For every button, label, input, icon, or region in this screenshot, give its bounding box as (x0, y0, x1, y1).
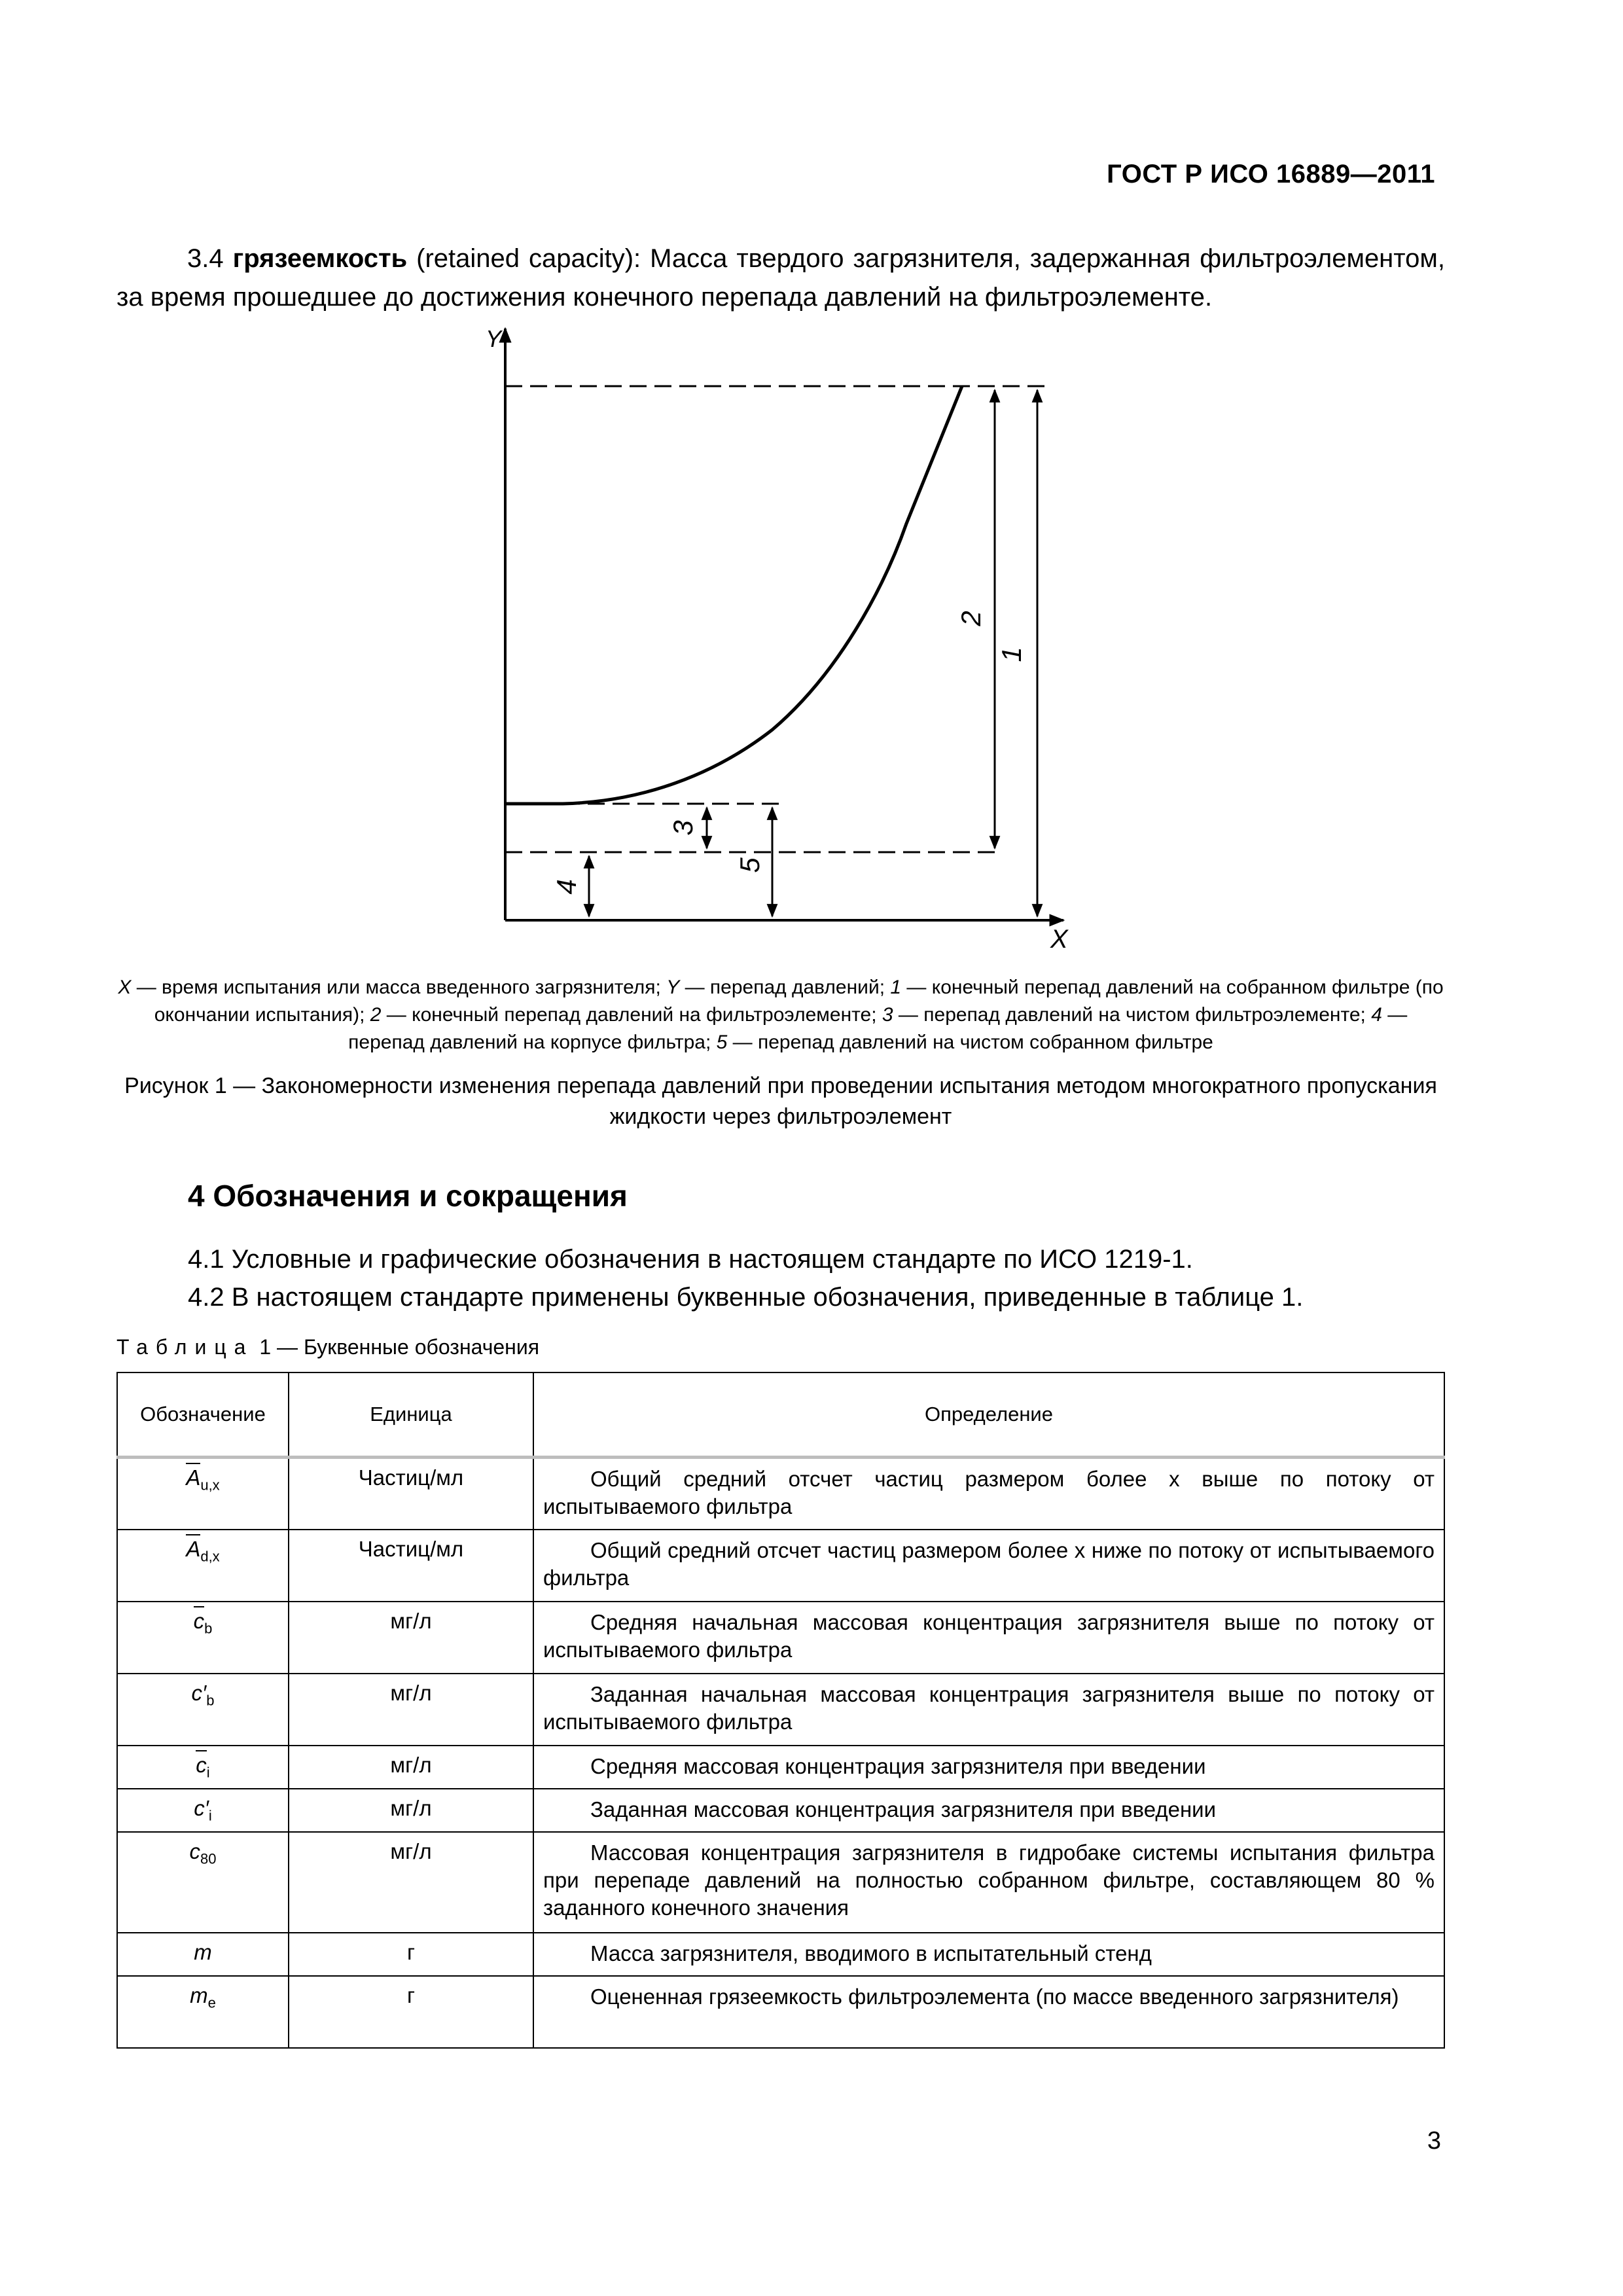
definition-text: Масса загрязнителя, вводимого в испытательный стенд (590, 1941, 1152, 1965)
definition-cell (533, 1933, 1444, 1976)
symbol-subscript: 80 (200, 1850, 217, 1867)
symbol-letter: m (190, 1982, 208, 2007)
table-caption (116, 1335, 539, 1359)
definition-text: Масса твердого загрязнителя, задержанная фильтроэлементом, за время прошедшее до достижения конечного перепада давлений на фильтроэлементе. (116, 244, 1446, 312)
legend-key: 5 (716, 1031, 728, 1053)
figure-caption: Рисунок 1 — Закономерности изменения перепада давлений при проведении испытания методом многократного пропускания жидкости через фильтроэлемент (124, 1073, 1437, 1129)
section-title: 4 Обозначения и сокращения (188, 1179, 628, 1213)
legend-key: 4 (1371, 1004, 1382, 1026)
header-unit: Единица (289, 1372, 533, 1458)
unit-cell: Частиц/мл (289, 1458, 533, 1530)
section-paragraph-4-2: 4.2 В настоящем стандарте применены буквенные обозначения, приведенные в таблице 1. (188, 1283, 1304, 1312)
definition-cell (533, 1746, 1444, 1789)
definition-cell (533, 1530, 1444, 1602)
definition-text: Средняя массовая концентрация загрязнителя при введении (590, 1753, 1206, 1778)
legend-text: — время испытания или масса введенного загрязнителя; (131, 977, 667, 998)
x-axis-label: X (1050, 925, 1068, 954)
header-symbol: Обозначение (117, 1372, 289, 1458)
unit-cell: мг/л (289, 1832, 533, 1933)
legend-key: X (118, 977, 132, 998)
symbol-cell (117, 1674, 289, 1746)
legend-text: — перепад давлений на чистом собранном фильтре (727, 1031, 1213, 1053)
definition-text: Массовая концентрация загрязнителя в гидробаке системы испытания фильтра при перепаде давлений на полностью собранном фильтре, составляющем 80 % заданного конечного значения (543, 1840, 1435, 1920)
table-row (117, 1458, 1444, 1530)
unit-cell: г (289, 1976, 533, 2048)
header-definition: Определение (533, 1372, 1444, 1458)
table-row (117, 1933, 1444, 1976)
symbol-subscript: u,x (200, 1477, 220, 1494)
symbol-cell (117, 1832, 289, 1933)
y-axis-label: Y (486, 325, 502, 352)
symbol-subscript: b (204, 1620, 213, 1637)
legend-text: — перепад давлений на корпусе фильтра; (348, 1004, 1408, 1053)
pressure-drop-figure (0, 0, 1623, 969)
definition-cell (533, 1789, 1444, 1832)
table-row (117, 1976, 1444, 2048)
symbol-letter: c′ (191, 1680, 207, 1705)
table-row (117, 1674, 1444, 1746)
definition-term: грязеемкость (232, 244, 408, 273)
symbols-table (116, 1372, 1445, 2049)
legend-text: — конечный перепад давлений на собранном фильтре (по окончании испытания); (154, 977, 1444, 1026)
definition-english-term: (retained capacity): (416, 244, 641, 273)
symbol-subscript: i (208, 1807, 212, 1824)
symbol-subscript: b (206, 1692, 215, 1709)
unit-cell: мг/л (289, 1602, 533, 1674)
dimension-label-5: 5 (734, 857, 765, 873)
symbol-letter: c (189, 1839, 200, 1863)
unit-cell: мг/л (289, 1789, 533, 1832)
definition-number: 3.4 (187, 244, 224, 273)
table-row (117, 1602, 1444, 1674)
definition-text: Заданная массовая концентрация загрязнителя при введении (590, 1797, 1217, 1821)
figure-legend (116, 974, 1445, 1056)
symbol-subscript: d,x (200, 1548, 220, 1565)
dimension-label-3: 3 (668, 820, 698, 836)
table-row (117, 1746, 1444, 1789)
section-paragraph-4-1: 4.1 Условные и графические обозначения в настоящем стандарте по ИСО 1219-1. (188, 1245, 1193, 1274)
symbol-subscript: e (207, 1994, 216, 2011)
definition-cell (533, 1602, 1444, 1674)
legend-key: 1 (890, 977, 902, 998)
symbol-cell (117, 1789, 289, 1832)
pressure-drop-curve (505, 386, 962, 804)
definition-text: Общий средний отсчет частиц размером более x выше по потоку от испытываемого фильтра (543, 1467, 1435, 1518)
symbol-letter: c (193, 1608, 205, 1633)
legend-key: Y (666, 977, 680, 998)
symbol-cell (117, 1458, 289, 1530)
table-caption-rest: 1 — Буквенные обозначения (253, 1335, 540, 1359)
unit-cell: г (289, 1933, 533, 1976)
definition-cell (533, 1674, 1444, 1746)
unit-cell: мг/л (289, 1746, 533, 1789)
document-id-header: ГОСТ Р ИСО 16889—2011 (1107, 160, 1435, 188)
unit-cell: мг/л (289, 1674, 533, 1746)
definition-text: Общий средний отсчет частиц размером более x ниже по потоку от испытываемого фильтра (543, 1537, 1435, 1590)
symbol-letter: A (186, 1536, 201, 1561)
definition-cell (533, 1832, 1444, 1933)
definition-cell (533, 1976, 1444, 2048)
table-caption-word: Таблица (116, 1335, 254, 1359)
table-row (117, 1530, 1444, 1602)
symbol-cell (117, 1746, 289, 1789)
symbol-cell (117, 1976, 289, 2048)
symbol-cell (117, 1602, 289, 1674)
definition-text: Оцененная грязеемкость фильтроэлемента (по массе введенного загрязнителя) (590, 1984, 1399, 2009)
dimension-label-4: 4 (551, 879, 582, 895)
legend-text: — перепад давлений на чистом фильтроэлементе; (893, 1004, 1372, 1026)
symbol-subscript: i (206, 1764, 210, 1781)
page-number: 3 (1427, 2127, 1441, 2155)
unit-cell: Частиц/мл (289, 1530, 533, 1602)
legend-text: — конечный перепад давлений на фильтроэлементе; (381, 1004, 882, 1026)
definition-text: Заданная начальная массовая концентрация загрязнителя выше по потоку от испытываемого фильтра (543, 1681, 1435, 1734)
definition-cell (533, 1458, 1444, 1530)
definition-text: Средняя начальная массовая концентрация загрязнителя выше по потоку от испытываемого фильтра (543, 1609, 1435, 1662)
symbol-letter: c (196, 1752, 207, 1777)
legend-key: 3 (882, 1004, 893, 1026)
dimension-label-1: 1 (996, 647, 1027, 662)
table-row (117, 1832, 1444, 1933)
table-row (117, 1789, 1444, 1832)
legend-text: — перепад давлений; (679, 977, 891, 998)
legend-key: 2 (370, 1004, 382, 1026)
symbol-cell (117, 1530, 289, 1602)
symbol-letter: c′ (194, 1795, 209, 1820)
symbol-letter: A (186, 1465, 201, 1490)
symbol-letter: m (194, 1939, 212, 1964)
symbol-cell (117, 1933, 289, 1976)
dimension-label-2: 2 (955, 611, 986, 626)
